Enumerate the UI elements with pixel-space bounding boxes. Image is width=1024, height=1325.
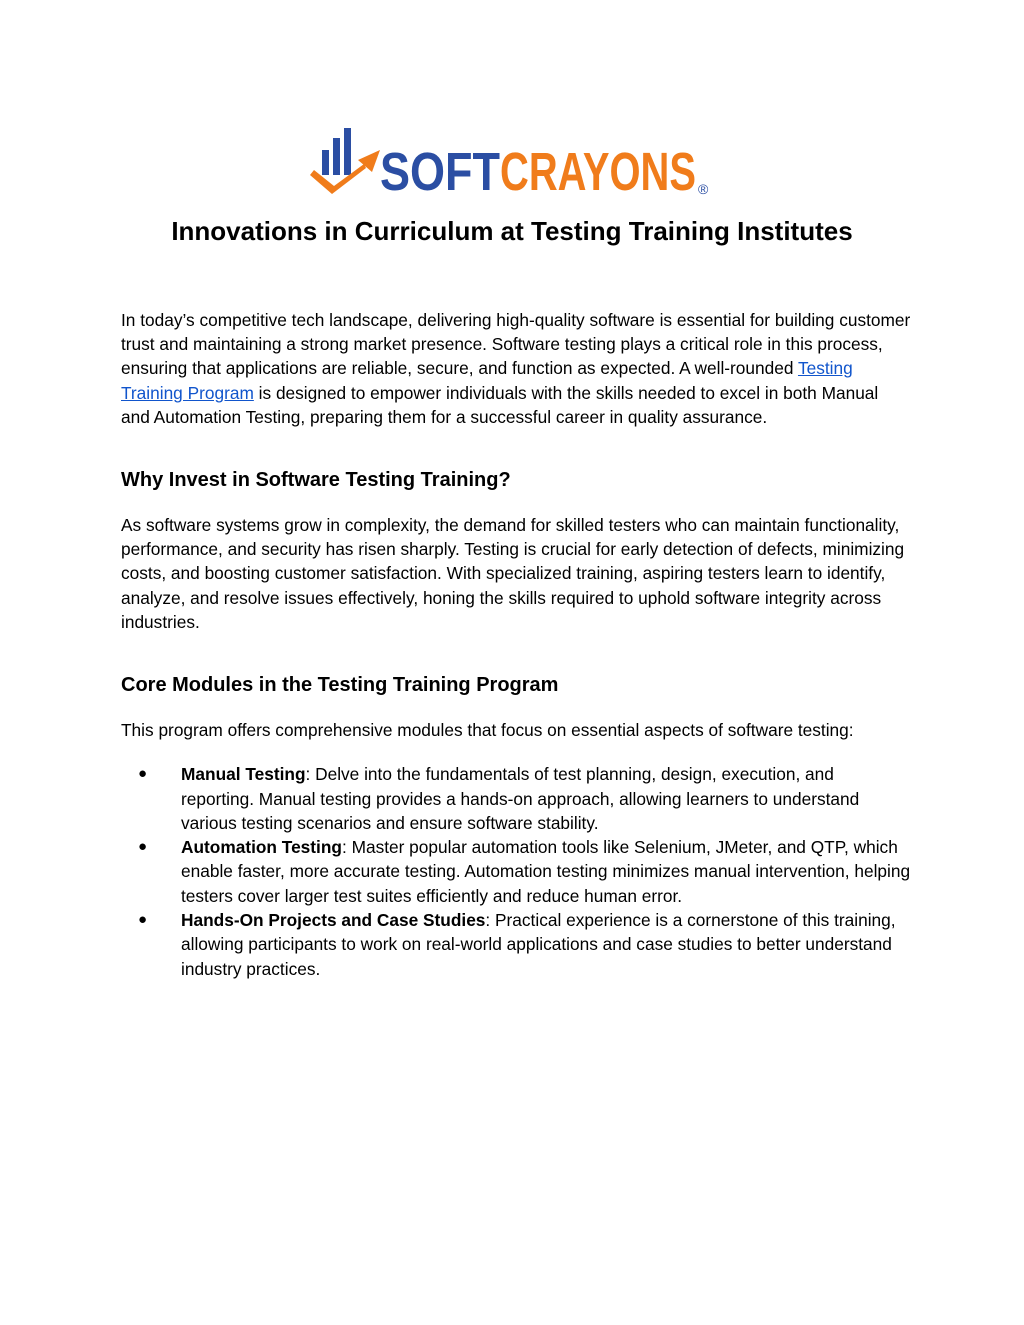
softcrayons-logo [308, 128, 718, 198]
svg-text:SOFT: SOFT [380, 142, 501, 198]
module-name: Automation Testing [181, 837, 342, 858]
module-name: Hands-On Projects and Case Studies [181, 910, 486, 931]
intro-text-before-link: In today’s competitive tech landscape, delivering high-quality software is essential for building customer trust and maintaining a strong market presence. Software testing plays a critical role in this process, ensuring that applications are reliable, secure, and function as expected. A well-rounded [121, 310, 911, 379]
list-item-hands-on-projects [121, 908, 911, 981]
core-modules-intro: This program offers comprehensive modules that focus on essential aspects of software testing: [121, 720, 854, 741]
intro-paragraph [121, 308, 911, 429]
page-title: Innovations in Curriculum at Testing Training Institutes [171, 216, 853, 246]
modules-list [121, 762, 911, 981]
svg-text:®: ® [698, 181, 709, 197]
module-description: : Master popular automation tools like Selenium, JMeter, and QTP, which enable faster, more accurate testing. Automation testing minimizes manual intervention, helping testers cover larger test suites efficiently and reduce human error. [181, 837, 911, 906]
module-name: Manual Testing [181, 764, 306, 785]
section-heading-why-invest: Why Invest in Software Testing Training? [121, 469, 511, 492]
bullet-icon: ● [138, 838, 148, 856]
bullet-icon: ● [138, 911, 148, 929]
module-description: : Delve into the fundamentals of test planning, design, execution, and reporting. Manual testing provides a hands-on approach, allowing learners to understand various testing scenarios and ensure software stability. [181, 764, 860, 833]
document-body [121, 308, 911, 981]
list-item-automation-testing [121, 835, 911, 908]
module-description: : Practical experience is a cornerstone of this training, allowing participants to work on real-world applications and case studies to better understand industry practices. [181, 910, 896, 979]
intro-text-after-link: is designed to empower individuals with the skills needed to excel in both Manual and Automation Testing, preparing them for a successful career in quality assurance. [121, 382, 879, 427]
logo-bar-icon [322, 150, 329, 175]
why-invest-paragraph: As software systems grow in complexity, the demand for skilled testers who can maintain functionality, performance, and security has risen sharply. Testing is crucial for early detection of defects, minimizing costs, and boosting customer satisfaction. With specialized training, aspiring testers learn to identify, analyze, and resolve issues effectively, honing the skills required to uphold software integrity across industries. [121, 515, 905, 632]
section-heading-core-modules: Core Modules in the Testing Training Program [121, 674, 559, 697]
list-item-manual-testing [121, 762, 911, 835]
svg-text:CRAYONS: CRAYONS [500, 142, 696, 198]
bullet-icon: ● [138, 765, 148, 783]
testing-training-program-link[interactable]: Testing Training Program [121, 358, 853, 403]
